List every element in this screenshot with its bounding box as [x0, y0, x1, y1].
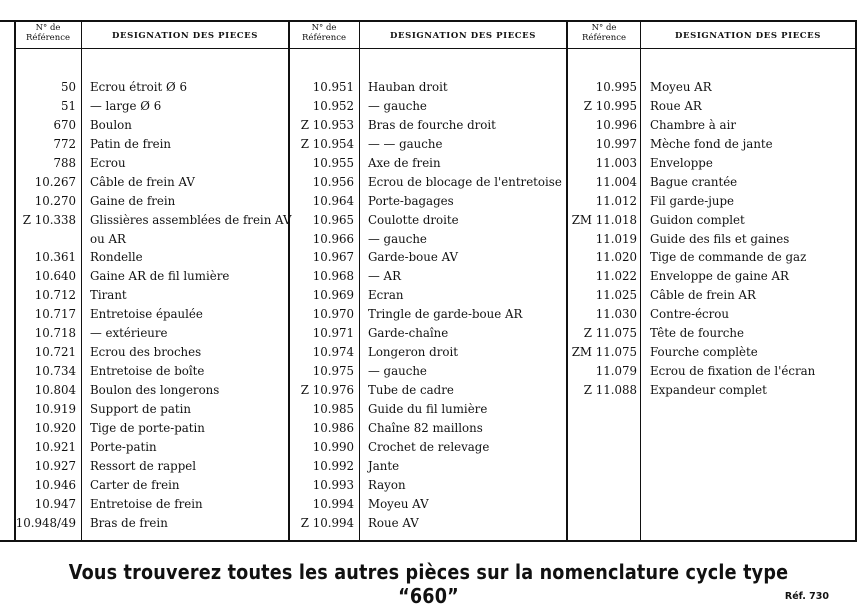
- part-designation: Entretoise de frein: [90, 496, 203, 511]
- part-designation: Chaîne 82 maillons: [368, 420, 483, 435]
- part-designation: Guide des fils et gaines: [650, 231, 790, 246]
- part-designation: Porte-bagages: [368, 193, 454, 208]
- part-designation: Moyeu AR: [650, 80, 712, 94]
- part-row: [288, 381, 566, 400]
- part-reference: 772: [53, 136, 76, 151]
- part-row: [288, 419, 566, 438]
- ref-header-line1: N° de: [35, 23, 61, 33]
- part-designation: Tige de commande de gaz: [650, 250, 807, 265]
- header-rule: [14, 48, 82, 49]
- part-reference: 10.267: [34, 174, 76, 189]
- part-reference: ZM 11.018: [571, 212, 637, 227]
- part-row: [288, 154, 566, 173]
- part-reference: 11.025: [595, 288, 637, 303]
- part-designation: Axe de frein: [368, 155, 441, 170]
- part-designation: Gaine AR de fil lumière: [90, 269, 230, 284]
- part-row: [0, 248, 288, 267]
- parts-column-1: [0, 78, 292, 533]
- header-rule: [82, 48, 288, 49]
- part-designation: Ecrou: [90, 155, 126, 170]
- part-reference: 10.956: [312, 174, 354, 189]
- part-row: [566, 248, 856, 267]
- part-reference: 10.966: [312, 231, 354, 246]
- ref-header-line2: Référence: [26, 33, 70, 43]
- part-designation: Ressort de rappel: [90, 458, 197, 473]
- part-row: [288, 116, 566, 135]
- header-rule: [566, 48, 641, 49]
- part-reference: 10.970: [312, 307, 354, 322]
- part-designation: Guide du fil lumière: [368, 401, 488, 416]
- part-designation: Tête de fourche: [650, 326, 744, 341]
- part-designation: Guidon complet: [650, 212, 745, 227]
- part-designation: Coulotte droite: [368, 212, 459, 227]
- part-row: [566, 211, 856, 230]
- part-designation: Enveloppe: [650, 155, 713, 170]
- part-designation: Expandeur complet: [650, 383, 767, 397]
- part-reference: 11.003: [595, 155, 637, 170]
- part-reference: Z 10.953: [300, 117, 354, 132]
- part-reference: 10.986: [312, 420, 354, 435]
- footer-notice: Vous trouverez toutes les autres pièces sur la nomenclature cycle type “660”: [68, 560, 789, 608]
- part-row: [566, 154, 856, 173]
- part-row: [0, 514, 288, 533]
- part-row: [0, 495, 288, 514]
- part-designation: Support de patin: [90, 401, 191, 416]
- part-designation: Porte-patin: [90, 439, 157, 454]
- bottom-rule: [0, 540, 857, 542]
- part-reference: 10.927: [34, 458, 76, 473]
- part-reference: Z 11.088: [583, 383, 637, 397]
- part-reference: 10.640: [34, 269, 76, 284]
- part-designation: Garde-boue AV: [368, 250, 459, 265]
- part-reference: 10.967: [312, 250, 354, 265]
- part-row: [0, 97, 288, 116]
- top-rule: [0, 20, 857, 22]
- part-designation: — AR: [368, 269, 401, 284]
- part-designation: Mèche fond de jante: [650, 136, 773, 151]
- part-designation: Rayon: [368, 477, 406, 492]
- part-row: [288, 457, 566, 476]
- part-reference: 10.975: [312, 364, 354, 379]
- part-row: [288, 97, 566, 116]
- part-row: [288, 438, 566, 457]
- part-row: [566, 97, 856, 116]
- part-designation: Ecrou de fixation de l'écran: [650, 364, 816, 379]
- part-reference: 10.721: [34, 345, 76, 360]
- header-rule: [360, 48, 566, 49]
- part-reference: 10.921: [34, 439, 76, 454]
- part-reference: 10.968: [312, 269, 354, 284]
- part-designation: Entretoise de boîte: [90, 364, 205, 379]
- part-row: [288, 78, 566, 97]
- part-row: [566, 362, 856, 381]
- part-row: [0, 400, 288, 419]
- part-reference: ZM 11.075: [571, 345, 637, 360]
- part-reference: 10.965: [312, 212, 354, 227]
- part-row: [0, 362, 288, 381]
- part-designation: Longeron droit: [368, 345, 458, 360]
- part-reference: 10.734: [34, 364, 76, 379]
- part-designation: Ecrou de blocage de l'entretoise: [368, 174, 562, 189]
- part-reference: Z 10.994: [300, 515, 354, 530]
- part-reference: 10.995: [595, 80, 637, 94]
- part-row: [288, 173, 566, 192]
- parts-column-3: [566, 78, 856, 400]
- part-designation: — large Ø 6: [90, 98, 162, 113]
- ref-header-line2: Référence: [302, 33, 346, 43]
- part-row: [0, 286, 288, 305]
- part-row: [0, 211, 292, 230]
- part-row: [0, 343, 288, 362]
- part-designation: Garde-chaîne: [368, 326, 449, 341]
- part-row: [0, 267, 288, 286]
- part-reference: 10.996: [595, 117, 637, 132]
- part-designation: Bras de fourche droit: [368, 117, 496, 132]
- part-designation: Jante: [368, 458, 400, 473]
- part-row: [566, 192, 856, 211]
- part-reference: 10.712: [34, 288, 76, 303]
- part-row: [0, 438, 288, 457]
- part-row: [288, 211, 566, 230]
- part-row: [288, 135, 566, 154]
- part-row: [566, 135, 856, 154]
- part-designation: Ecrou étroit Ø 6: [90, 80, 187, 94]
- part-reference: 10.946: [34, 477, 76, 492]
- part-row: [288, 230, 566, 249]
- part-row: [0, 324, 288, 343]
- ref-header: [290, 23, 358, 43]
- part-row: [566, 267, 856, 286]
- part-designation: Tringle de garde-boue AR: [368, 307, 523, 322]
- part-reference: 10.270: [34, 193, 76, 208]
- part-row: [566, 305, 856, 324]
- part-designation: Patin de frein: [90, 136, 171, 151]
- part-row: [288, 343, 566, 362]
- part-row: [566, 381, 856, 400]
- part-row: [288, 305, 566, 324]
- part-row: [566, 286, 856, 305]
- part-reference: Z 10.338: [22, 212, 76, 227]
- part-designation: Carter de frein: [90, 477, 180, 492]
- part-reference: 10.948/49: [15, 515, 76, 530]
- part-reference: 10.804: [34, 383, 76, 397]
- part-reference: 11.012: [595, 193, 637, 208]
- part-reference: 10.974: [312, 345, 354, 360]
- part-row: [566, 173, 856, 192]
- part-row: [288, 324, 566, 343]
- part-designation: — extérieure: [90, 326, 168, 341]
- part-row: [288, 514, 566, 533]
- part-row: [0, 230, 288, 249]
- ref-header-line2: Référence: [582, 33, 626, 43]
- part-reference: 670: [53, 117, 76, 132]
- part-designation: Boulon des longerons: [90, 383, 220, 397]
- ref-header-line1: N° de: [311, 23, 337, 33]
- part-designation: Bague crantée: [650, 174, 738, 189]
- part-designation: Roue AR: [650, 98, 702, 113]
- part-row: [288, 248, 566, 267]
- part-row: [0, 457, 288, 476]
- part-reference: 10.964: [312, 193, 354, 208]
- header-rule: [288, 48, 360, 49]
- part-reference: 10.955: [312, 155, 354, 170]
- part-designation: Chambre à air: [650, 117, 736, 132]
- part-reference: 11.004: [595, 174, 637, 189]
- part-reference: 10.992: [312, 458, 354, 473]
- reference-number: Réf. 730: [784, 591, 829, 602]
- part-reference: 50: [60, 80, 76, 94]
- part-row: [288, 400, 566, 419]
- part-reference: 11.079: [595, 364, 637, 379]
- part-reference: 10.361: [34, 250, 76, 265]
- part-row: [566, 230, 856, 249]
- part-reference: Z 10.976: [300, 383, 354, 397]
- ref-header: [16, 23, 80, 43]
- part-designation: Fourche complète: [650, 345, 758, 360]
- part-row: [288, 267, 566, 286]
- part-reference: 10.717: [34, 307, 76, 322]
- part-designation: Gaine de frein: [90, 193, 176, 208]
- part-reference: 10.993: [312, 477, 354, 492]
- part-row: [288, 192, 566, 211]
- part-designation: Glissières assemblées de frein AV: [90, 212, 292, 227]
- part-designation: Ecrou des broches: [90, 345, 202, 360]
- part-designation: Rondelle: [90, 250, 143, 265]
- part-designation: Bras de frein: [90, 515, 168, 530]
- part-designation: — — gauche: [368, 136, 443, 151]
- part-row: [288, 286, 566, 305]
- part-row: [566, 343, 856, 362]
- ref-header-line1: N° de: [591, 23, 617, 33]
- part-row: [566, 324, 856, 343]
- part-reference: 11.019: [595, 231, 637, 246]
- part-designation: Roue AV: [368, 515, 419, 530]
- part-designation: Boulon: [90, 117, 132, 132]
- part-row: [0, 154, 288, 173]
- part-row: [0, 419, 288, 438]
- part-reference: 10.952: [312, 98, 354, 113]
- part-row: [288, 362, 566, 381]
- designation-header: DESIGNATION DES PIECES: [675, 31, 821, 41]
- part-row: [566, 78, 856, 97]
- part-designation: Câble de frein AR: [650, 288, 756, 303]
- designation-header: DESIGNATION DES PIECES: [390, 31, 536, 41]
- part-designation: Câble de frein AV: [90, 174, 195, 189]
- part-row: [0, 116, 288, 135]
- part-designation: — gauche: [368, 364, 427, 379]
- part-designation: ou AR: [90, 231, 126, 246]
- part-reference: Z 11.075: [583, 326, 637, 341]
- part-reference: 10.969: [312, 288, 354, 303]
- part-reference: 10.985: [312, 401, 354, 416]
- part-reference: 10.997: [595, 136, 637, 151]
- part-designation: Tube de cadre: [368, 383, 454, 397]
- part-designation: Entretoise épaulée: [90, 307, 203, 322]
- part-designation: Crochet de relevage: [368, 439, 490, 454]
- parts-column-2: [288, 78, 566, 533]
- part-reference: 10.920: [34, 420, 76, 435]
- designation-header: DESIGNATION DES PIECES: [112, 31, 258, 41]
- part-reference: 11.030: [595, 307, 637, 322]
- ref-header: [568, 23, 640, 43]
- part-row: [0, 192, 288, 211]
- part-reference: 51: [60, 98, 76, 113]
- part-row: [0, 135, 288, 154]
- part-designation: Moyeu AV: [368, 496, 429, 511]
- part-reference: Z 10.954: [300, 136, 354, 151]
- part-row: [566, 116, 856, 135]
- part-row: [288, 476, 566, 495]
- part-row: [0, 381, 288, 400]
- part-row: [0, 78, 288, 97]
- header-rule: [641, 48, 855, 49]
- part-reference: 11.022: [595, 269, 637, 284]
- part-designation: Hauban droit: [368, 80, 448, 94]
- part-designation: Enveloppe de gaine AR: [650, 269, 789, 284]
- part-row: [0, 173, 288, 192]
- part-reference: 10.947: [34, 496, 76, 511]
- part-reference: 10.718: [34, 326, 76, 341]
- part-designation: — gauche: [368, 231, 427, 246]
- part-reference: 11.020: [595, 250, 637, 265]
- part-row: [288, 495, 566, 514]
- part-reference: 10.951: [312, 80, 354, 94]
- part-reference: Z 10.995: [583, 98, 637, 113]
- part-designation: — gauche: [368, 98, 427, 113]
- part-designation: Ecran: [368, 288, 404, 303]
- part-designation: Tige de porte-patin: [90, 420, 205, 435]
- part-row: [0, 305, 288, 324]
- part-reference: 10.994: [312, 496, 354, 511]
- part-designation: Tirant: [90, 288, 127, 303]
- part-row: [0, 476, 288, 495]
- part-reference: 10.919: [34, 401, 76, 416]
- part-reference: 788: [53, 155, 76, 170]
- part-designation: Contre-écrou: [650, 307, 730, 322]
- part-reference: 10.990: [312, 439, 354, 454]
- part-reference: 10.971: [312, 326, 354, 341]
- part-designation: Fil garde-jupe: [650, 193, 735, 208]
